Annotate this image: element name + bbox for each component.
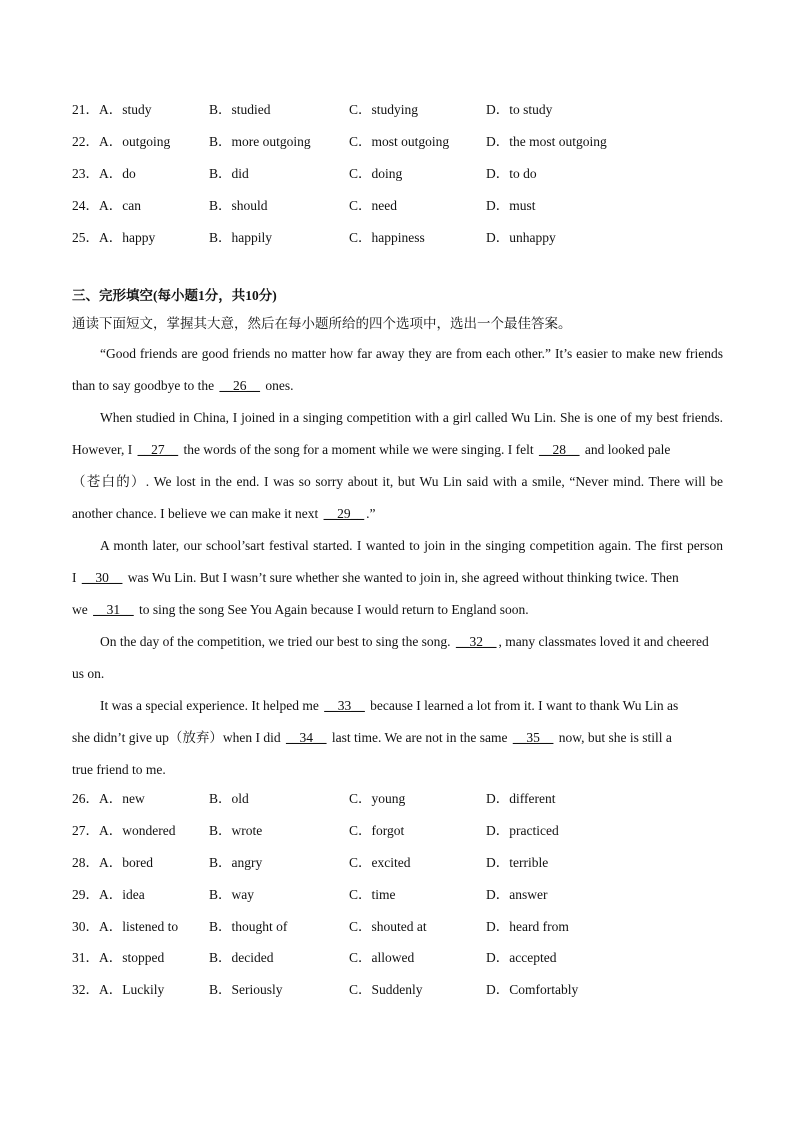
option-a: 21．A．study: [72, 102, 152, 117]
option-a: 26．A．new: [72, 791, 145, 806]
blank-34: __34__: [285, 730, 327, 745]
option-a: 31．A．stopped: [72, 950, 165, 965]
option-c: C．doing: [349, 166, 403, 181]
option-c: C．Suddenly: [349, 982, 423, 997]
question-25: [72, 228, 772, 248]
option-c: C．allowed: [349, 950, 415, 965]
question-24: [72, 196, 772, 216]
question-32: [72, 980, 772, 1000]
option-d: D．practiced: [486, 823, 559, 838]
option-d: D．to do: [486, 166, 537, 181]
option-d: D．unhappy: [486, 230, 556, 245]
option-a: 24．A．can: [72, 198, 141, 213]
option-b: B．should: [209, 198, 268, 213]
option-b: B．wrote: [209, 823, 263, 838]
option-c: C．need: [349, 198, 397, 213]
blank-32: __32__: [455, 634, 497, 649]
option-c: C．excited: [349, 855, 411, 870]
option-b: B．thought of: [209, 919, 288, 934]
blank-31: __31__: [93, 602, 134, 617]
question-29: [72, 885, 772, 905]
passage-line: true friend to me.: [72, 762, 166, 777]
option-d: D．different: [486, 791, 556, 806]
passage-line: However, I __27__ the words of the song for a moment while we were singing. I felt __28__ and looked pale: [72, 442, 671, 457]
option-c: C．shouted at: [349, 919, 427, 934]
passage-line: another chance. I believe we can make it next __29__ .”: [72, 506, 376, 521]
passage-line: （苍白的）. We lost in the end. I was so sorry about it, but Wu Lin said with a smile, “Never mind. There will be: [72, 474, 723, 489]
passage-line: It was a special experience. It helped me __33__ because I learned a lot from it. I want to thank Wu Lin as: [100, 698, 679, 713]
option-a: 27．A．wondered: [72, 823, 176, 838]
option-d: D．the most outgoing: [486, 134, 607, 149]
question-26: [72, 789, 772, 809]
question-21: [72, 100, 772, 120]
question-27: [72, 821, 772, 841]
option-b: B．more outgoing: [209, 134, 311, 149]
option-b: B．studied: [209, 102, 271, 117]
option-d: D．accepted: [486, 950, 557, 965]
question-30: [72, 917, 772, 937]
question-22: [72, 132, 772, 152]
option-a: 30．A．listened to: [72, 919, 179, 934]
option-b: B．old: [209, 791, 249, 806]
question-31: [72, 948, 772, 968]
passage-line: A month later, our school’sart festival started. I wanted to join in the singing competition again. The first person: [100, 538, 723, 553]
option-d: D．terrible: [486, 855, 549, 870]
option-a: 29．A．idea: [72, 887, 145, 902]
blank-27: __27__: [137, 442, 179, 457]
option-b: B．Seriously: [209, 982, 283, 997]
option-a: 22．A．outgoing: [72, 134, 171, 149]
option-b: B．decided: [209, 950, 274, 965]
option-c: C．studying: [349, 102, 419, 117]
blank-29: __29__: [323, 506, 365, 521]
option-d: D．answer: [486, 887, 548, 902]
blank-30: __30__: [81, 570, 123, 585]
option-d: D．must: [486, 198, 536, 213]
option-c: C．young: [349, 791, 406, 806]
blank-28: __28__: [538, 442, 580, 457]
section-instruction: 通读下面短文，掌握其大意，然后在每小题所给的四个选项中，选出一个最佳答案。: [72, 316, 572, 331]
option-b: B．angry: [209, 855, 263, 870]
option-c: C．happiness: [349, 230, 425, 245]
passage-line: we __31__ to sing the song See You Again because I would return to England soon.: [72, 602, 529, 617]
option-d: D．to study: [486, 102, 553, 117]
question-28: [72, 853, 772, 873]
option-c: C．forgot: [349, 823, 405, 838]
option-b: B．happily: [209, 230, 273, 245]
passage-line: When studied in China, I joined in a singing competition with a girl called Wu Lin. She is one of my best friends.: [100, 410, 723, 425]
option-c: C．most outgoing: [349, 134, 450, 149]
passage-line: “Good friends are good friends no matter how far away they are from each other.” It’s easier to make new friends: [100, 346, 723, 361]
option-b: B．way: [209, 887, 255, 902]
option-d: D．heard from: [486, 919, 569, 934]
blank-35: __35__: [512, 730, 554, 745]
passage-line: than to say goodbye to the __26__ ones.: [72, 378, 294, 393]
option-a: 25．A．happy: [72, 230, 156, 245]
blank-26: __26__: [219, 378, 260, 393]
passage-line: she didn’t give up（放弃）when I did __34__ last time. We are not in the same __35__ now, but she is still a: [72, 730, 672, 745]
option-a: 28．A．bored: [72, 855, 153, 870]
option-b: B．did: [209, 166, 249, 181]
option-a: 32．A．Luckily: [72, 982, 165, 997]
blank-33: __33__: [324, 698, 365, 713]
passage-line: On the day of the competition, we tried our best to sing the song. __32__ , many classmates loved it and cheered: [100, 634, 709, 649]
option-a: 23．A．do: [72, 166, 136, 181]
passage-line: us on.: [72, 666, 105, 681]
passage-line: I __30__ was Wu Lin. But I wasn’t sure whether she wanted to join in, she agreed without thinking twice. Then: [72, 570, 679, 585]
option-c: C．time: [349, 887, 396, 902]
option-d: D．Comfortably: [486, 982, 579, 997]
question-23: [72, 164, 772, 184]
section-title: 三、完形填空(每小题1分，共10分): [72, 288, 277, 303]
